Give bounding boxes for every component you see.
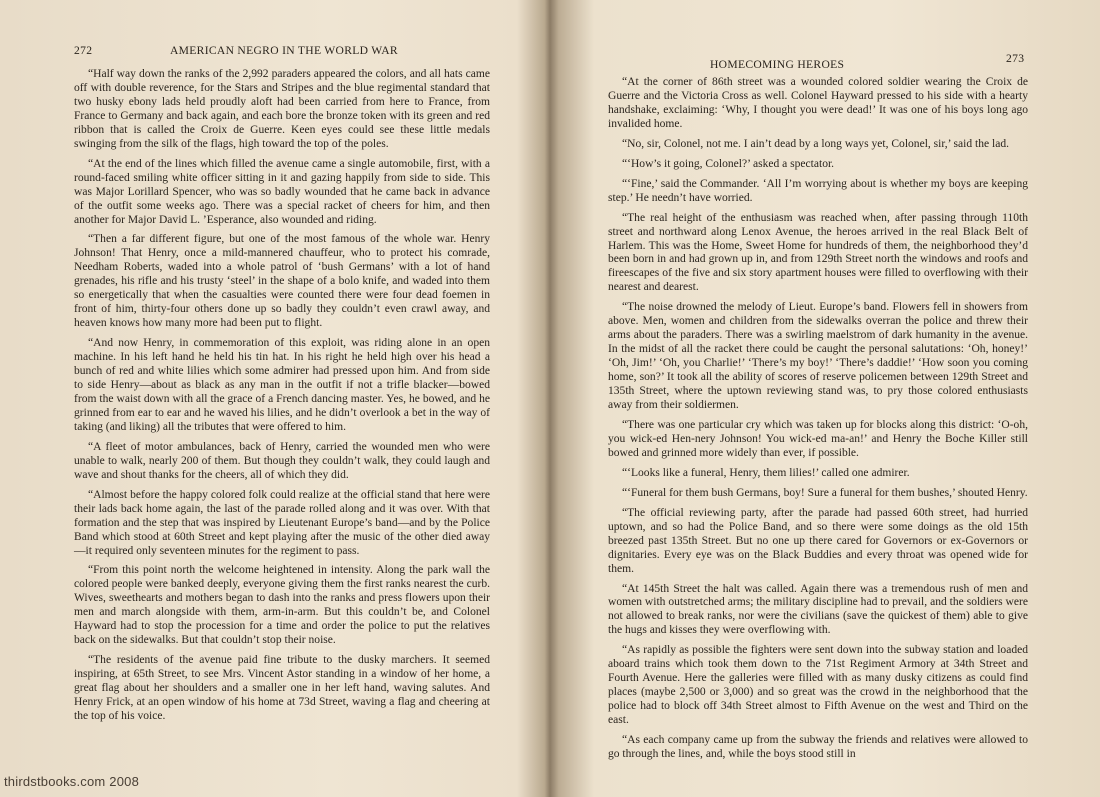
paragraph: “Half way down the ranks of the 2,992 paraders appeared the colors, and all hats came off with double reverence, for the Stars and Stripes and the blue regimental standard that two husky ebony lads held proudly aloft had been carried from here to France, from France to Germany and back again, and each bore the bronze token with its green and red ribbon that is called the Croix de Guerre. Keen eyes could see these little medals swinging from the silk of the flags, high toward the top of the poles. [74,68,490,150]
paragraph: “No, sir, Colonel, not me. I ain’t dead by a long ways yet, Colonel, sir,’ said the lad. [622,137,1009,150]
right-page [550,0,1100,797]
paragraph: “There was one particular cry which was taken up for blocks along this district: ‘O-oh, you wick-ed Hen-nery Johnson! You wick-ed ma-an!’ and Henry the Boche Killer still bowed and grinned more widely than ever, if possible. [608,418,1028,459]
paragraph: “‘How’s it going, Colonel?’ asked a spectator. [622,157,835,170]
paragraph: “Then a far different figure, but one of the most famous of the whole war. Henry Johnson! That Henry, once a mild-mannered chauffeur, who to protect his comrade, Needham Roberts, waded into a whole patrol of ‘bush Germans’ with a lot of hand grenades, his rifle and his trusty ‘steel’ in the shape of a bolo knife, and waded into them so energetically that when the casualties were counted there were four dead foemen in front of him, thirty-four others done up so badly they couldn’t even crawl away, and heaven knows how many more had been put to flight. [74,233,490,330]
left-text-column [74,68,490,730]
paragraph: “At 145th Street the halt was called. Again there was a tremendous rush of men and women with outstretched arms; the military discipline had to prevail, and the soldiers were not allowed to break ranks, nor were the civilians (save the quickest of them) able to give the hugs and kisses they were overflowing with. [608,582,1028,637]
paragraph: “‘Looks like a funeral, Henry, them lilies!’ called one admirer. [622,466,910,479]
paragraph: “The residents of the avenue paid fine tribute to the dusky marchers. It seemed inspiring, at 65th Street, to see Mrs. Vincent Astor standing in a window of her home, a great flag about her shoulders and a smaller one in her left hand, waving salutes. And Henry Frick, at an open window of his home at 73d Street, waving a flag and cheering at the top of his voice. [74,654,490,722]
watermark: thirdstbooks.com 2008 [4,774,139,789]
page-number-right: 273 [1006,52,1025,65]
running-head-right: HOMECOMING HEROES [710,58,845,71]
right-text-column [608,76,1028,768]
paragraph: “At the corner of 86th street was a wounded colored soldier wearing the Croix de Guerre and the Victoria Cross as well. Colonel Hayward pressed to his side with a hearty handshake, exclaiming: ‘Why, I thought you were dead!’ It was one of his boys long ago invalided home. [608,76,1028,130]
paragraph: “At the end of the lines which filled the avenue came a single automobile, first, with a round-faced smiling white officer sitting in it and gazing happily from side to side. This was Major Lorillard Spencer, who was so badly wounded that he came back in advance of the outfit some weeks ago. There was a special racket of cheers for him, and then another for Major David L. ’Esperance, also wounded and riding. [74,157,490,226]
paragraph: “As each company came up from the subway the friends and relatives were allowed to go through the lines, and, while the boys stood still in [608,734,1028,760]
paragraph: “And now Henry, in commemoration of this exploit, was riding alone in an open machine. In his left hand he held his tin hat. In his right he held high over his head a bunch of red and white lilies which some admirer had pressed upon him. And from side to side Henry—about as black as any man in the outfit if not a trifle blacker—bowed from the waist down with all the grace of a French dancing master. Yes, he bowed, and he grinned from ear to ear and he waved his lilies, and he didn’t overlook a bet in the way of taking (and liking) all the tributes that were offered to him. [74,337,490,433]
paragraph: “‘Fine,’ said the Commander. ‘All I’m worrying about is whether my boys are keeping step.’ He needn’t have worried. [608,177,1028,204]
page-number-left: 272 [74,44,93,57]
running-head-left: AMERICAN NEGRO IN THE WORLD WAR [170,44,398,57]
paragraph: “The official reviewing party, after the parade had passed 60th street, had hurried uptown, and so had the Police Band, and so there were some doings as the old 15th breezed past 135th Street. But no one up there cared for Governors or ex-Governors or dignitaries. Every eye was on the Black Buddies and every throat was opened wide for them. [608,506,1028,575]
paragraph: “Almost before the happy colored folk could realize at the official stand that here were their lads back home again, the last of the parade rolled along and it was over. With that formation and the step that was inspired by Lieutenant Europe’s band—and by the Police Band which stood at 60th Street and kept playing after the music of the other died away—it required only seventeen minutes for the regiment to pass. [74,488,490,557]
paragraph: “The noise drowned the melody of Lieut. Europe’s band. Flowers fell in showers from above. Men, women and children from the sidewalks overran the police and threw their arms about the paraders. There was a swirling maelstrom of dark humanity in the avenue. In the midst of all the racket there could be caught the personal salutations: ‘Oh, honey!’ ‘Oh, Jim!’ ‘Oh, you Charlie!’ ‘There’s my boy!’ ‘There’s daddie!’ ‘How soon you coming home, son?’ It took all the ability of scores of reserve policemen between 129th Street and 135th Street, where the uptown reviewing stand was, to pry those colored enthusiasts away from their soldiermen. [608,301,1028,412]
paragraph: “The real height of the enthusiasm was reached when, after passing through 110th street and northward along Lenox Avenue, the heroes arrived in the real Black Belt of Harlem. This was the Home, Sweet Home for hundreds of them, the neighborhood they’d been born in and had grown up in, and from 129th Street north the windows and roofs and fireescapes of the five and six story apartment houses were filled to overflowing with their nearest and dearest. [608,211,1028,294]
paragraph: “As rapidly as possible the fighters were sent down into the subway station and loaded aboard trains which took them down to the 71st Regiment Armory at 34th Street and Fourth Avenue. Here the galleries were filled with as many dusky citizens as could find places (maybe 2,500 or 3,000) and so great was the crowd in the neighborhood that the police had to block off 34th Street almost to Fifth Avenue on the west and Third on the east. [608,644,1028,727]
paragraph: “‘Funeral for them bush Germans, boy! Sure a funeral for them bushes,’ shouted Henry. [622,486,1028,499]
paragraph: “A fleet of motor ambulances, back of Henry, carried the wounded men who were unable to walk, nearly 200 of them. But though they couldn’t walk, they could laugh and wave and shout thanks for the cheers, all of which they did. [74,440,490,481]
paragraph: “From this point north the welcome heightened in intensity. Along the park wall the colored people were banked deeply, everyone giving them the first ranks nearest the curb. Wives, sweethearts and mothers began to dash into the ranks and press flowers upon their men and march alongside with them, arm-in-arm. But this couldn’t be, and Colonel Hayward had to stop the procession for a time and order the police to put the relatives back on the sidewalks. But that couldn’t stop their noise. [74,564,490,647]
